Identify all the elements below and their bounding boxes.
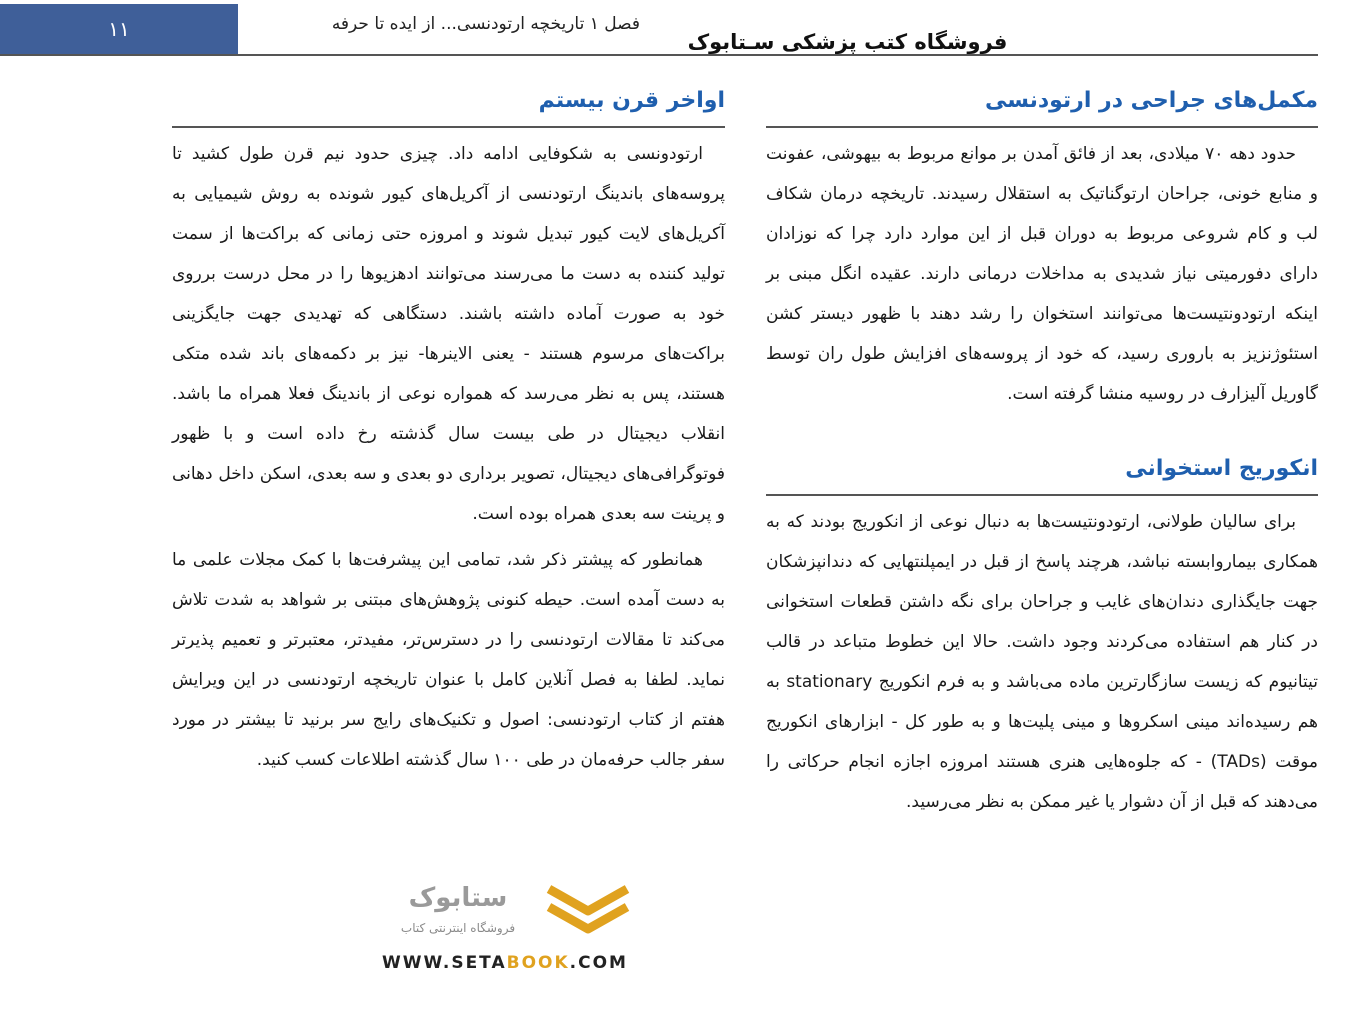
section-heading-late-twentieth-century: اواخر قرن بیستم [172, 82, 725, 128]
chapter-title: فصل ۱ تاریخچه ارتودنسی... از ایده تا حرفه [331, 14, 640, 34]
page-number: ۱۱ [108, 17, 130, 41]
paragraph-surgical-adjuncts: حدود دهه ۷۰ میلادی، بعد از فائق آمدن بر موانع مربوط به بیهوشی، عفونت و منابع خونی، جراحان ارتوگناتیک به استقلال رسیدند. تاریخچه درمان شکاف لب و کام شروعی مربوط به دوران قبل از این موارد دارد چرا که نوزادان دارای دفورمیتی نیاز شدیدی به مداخلات درمانی دارند. عقیده انگل مبنی بر اینکه ارتودونتیست‌ها می‌توانند استخوان را رشد دهند با ظهور دیستر کشن استئوژنزیز به باروری رسید، که خود از پروسه‌های افزایش طول ران توسط گاوریل آلیزارف در روسیه منشا گرفته است. [766, 144, 1318, 404]
section-heading-surgical-adjuncts: مکمل‌های جراحی در ارتودنسی [766, 82, 1318, 128]
paragraph-journals: همانطور که پیشتر ذکر شد، تمامی این پیشرفت‌ها با کمک مجلات علمی ما به دست آمده است. حیطه کنونی پژوهش‌های مبتنی بر شواهد به شدت تلاش می‌کند تا مقالات ارتودنسی را در دسترس‌تر، مفیدتر، معتبرتر و تعمیم پذیرتر نماید. لطفا به فصل آنلاین کامل با عنوان تاریخچه ارتودنسی در این ویرایش هفتم از کتاب ارتودنسی: اصول و تکنیک‌های رایج سر برنید تا بیشتر در مورد سفر جالب حرفه‌مان در طی ۱۰۰ سال گذشته اطلاعات کسب کنید. [172, 550, 725, 770]
logo-url-prefix: WWW.SETA [382, 953, 507, 973]
book-chevron-icon [545, 881, 631, 939]
left-column [172, 82, 725, 780]
paragraph-bone-anchorage: برای سالیان طولانی، ارتودونتیست‌ها به دنبال نوعی از انکوریج بودند که به همکاری بیماروابسته نباشد، هرچند پاسخ از قبل در ایمپلنتهایی که دندانپزشکان جهت جایگذاری دندان‌های غایب و جراحان برای نگه داشتن قطعات استخوانی در کنار هم استفاده می‌کردند وجود داشت. حالا این خطوط متباعد در قالب تیتانیوم که زیست سازگارترین ماده می‌باشد و به فرم انکوریج stationary به هم رسیده‌اند مینی اسکروها و مینی پلیت‌ها و به طور کل - ابزارهای انکوریج موقت (TADs) - که جلوه‌هایی هنری هستند امروزه اجازه انجام حرکاتی را می‌دهند که قبل از آن دشوار یا غیر ممکن به نظر می‌رسید. [766, 512, 1319, 812]
paragraph-bonding-digital: ارتودونسی به شکوفایی ادامه داد. چیزی حدود نیم قرن طول کشید تا پروسه‌های باندینگ ارتودنسی از آکریل‌های کیور شونده به روش شیمیایی به آکریل‌های لایت کیور تبدیل شوند و امروزه حتی زمانی که براکت‌ها از سمت تولید کننده به دست ما می‌رسند می‌توانند ادهزیوها را در محل درست برروی خود به صورت آماده داشته باشند. دستگاهی که تهدیدی جهت جایگزینی براکت‌های مرسوم هستند - یعنی الاینرها- نیز بر دکمه‌های باند شده متکی هستند، پس به نظر می‌رسد که همواره نوعی از باندینگ فعلا همراه ما باشد. انقلاب دیجیتال در طی بیست سال گذشته رخ داده است و با ظهور فوتوگرافی‌های دیجیتال، تصویر برداری دو بعدی و سه بعدی، اسکن داخل دهانی و پرینت سه بعدی همراه بوده است. [172, 144, 725, 524]
store-watermark: فروشگاه کتب پزشکی سـتابوک [687, 30, 1008, 54]
header-divider [0, 54, 1318, 56]
page-number-badge [0, 4, 238, 54]
right-column [766, 82, 1318, 822]
logo-tagline: فروشگاه اینترنتی کتاب [400, 921, 516, 935]
logo-url-suffix: .COM [569, 953, 628, 973]
logo-url-accent: BOOK [506, 953, 570, 973]
logo-url [375, 953, 635, 977]
logo-name: ستابوک [408, 883, 508, 913]
section-heading-bone-anchorage: انکوریج استخوانی [766, 450, 1318, 496]
setabook-logo [375, 875, 635, 985]
